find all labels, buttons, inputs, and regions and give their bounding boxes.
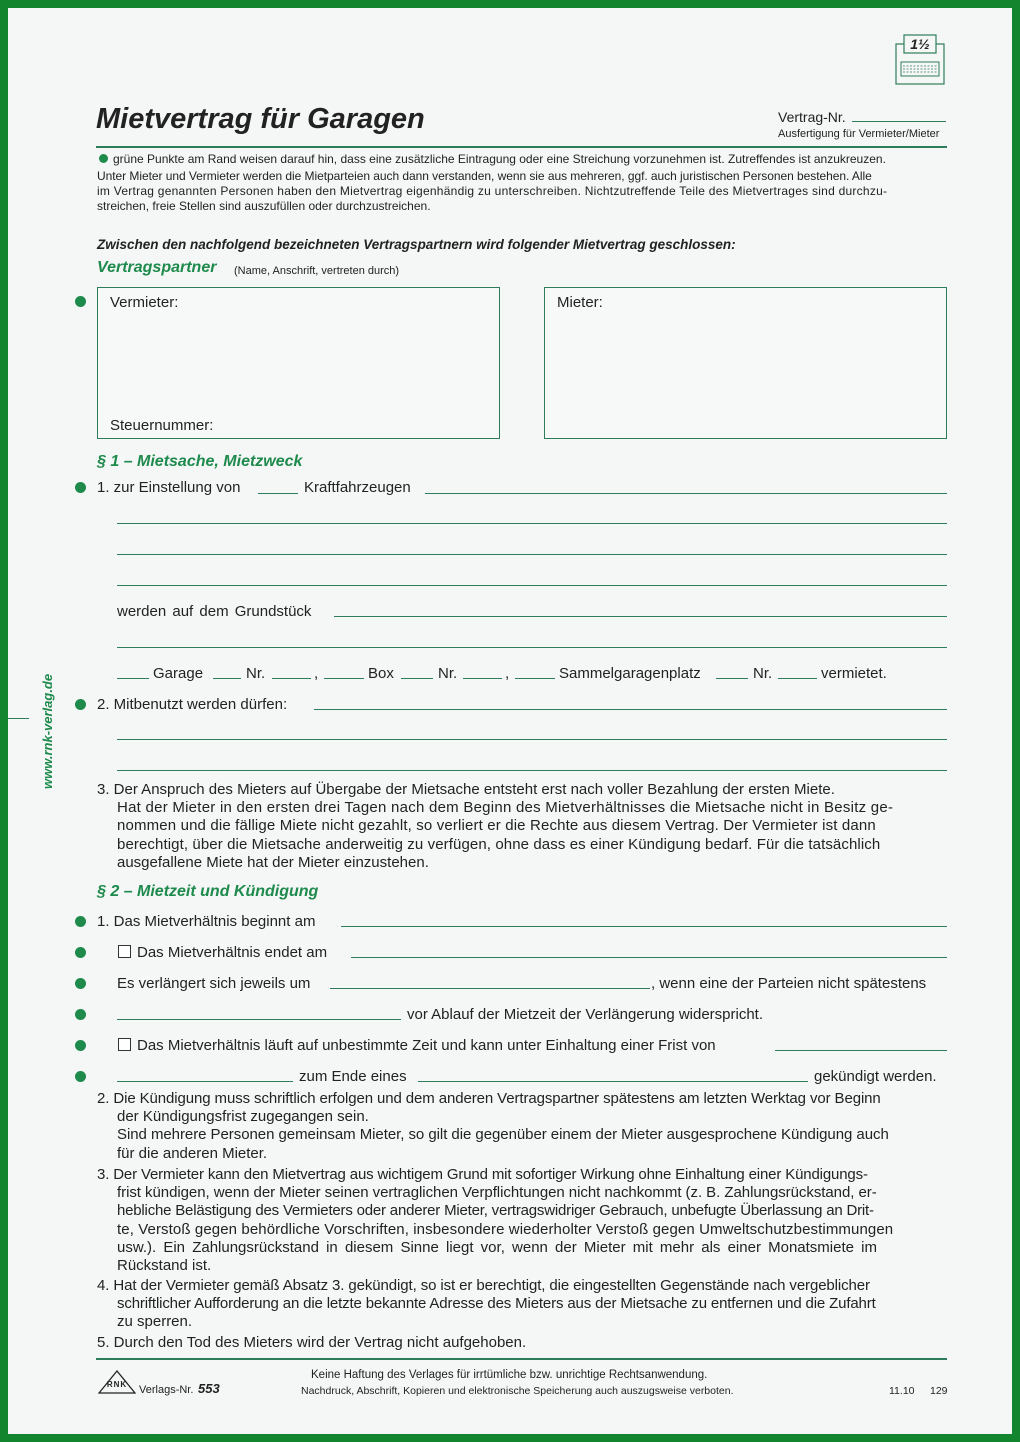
paragraph-line: Hat der Mieter in den ersten drei Tagen nach dem Beginn des Mietverhältnisses die Mietsache nicht in Besitz ge-	[117, 799, 894, 817]
comma: ,	[505, 665, 510, 682]
ends-option[interactable]	[118, 944, 327, 962]
rented-label: vermietet.	[821, 665, 887, 682]
indefinite-checkbox[interactable]	[118, 1038, 131, 1051]
paragraph-line: der Kündigungsfrist zugegangen sein.	[117, 1108, 369, 1126]
publisher-number: 553	[198, 1381, 220, 1396]
fill-marker-dot	[75, 916, 86, 927]
comma: ,	[314, 665, 319, 682]
vehicles-field[interactable]	[425, 493, 947, 494]
vehicles-field-line[interactable]	[117, 523, 947, 524]
extends-label: Es verlängert sich jeweils um	[117, 975, 311, 992]
footer-disclaimer-1: Keine Haftung des Verlages für irrtümliche bzw. unrichtige Rechtsanwendung.	[311, 1369, 708, 1381]
garage-count-field[interactable]	[117, 678, 149, 679]
end-of-label: zum Ende eines	[299, 1068, 407, 1085]
parties-subtitle: (Name, Anschrift, vertreten durch)	[234, 265, 400, 277]
page-title: Mietvertrag für Garagen	[96, 103, 425, 135]
ends-checkbox[interactable]	[118, 945, 131, 958]
vehicles-field-line[interactable]	[117, 554, 947, 555]
garage-count-field-2[interactable]	[213, 678, 241, 679]
section1-item3	[97, 781, 947, 872]
garage-nr-field[interactable]	[272, 678, 311, 679]
vehicle-count-field[interactable]	[258, 493, 298, 494]
paragraph-line: zu sperren.	[117, 1313, 193, 1331]
shared-use-field-line[interactable]	[117, 739, 947, 740]
notice-field[interactable]	[775, 1050, 947, 1051]
unless-label: , wenn eine der Parteien nicht spätestens	[651, 975, 927, 992]
before-expiry-label: vor Ablauf der Mietzeit der Verlängerung widerspricht.	[407, 1006, 764, 1023]
box-nr-label: Nr.	[438, 665, 458, 682]
intro-line: Unter Mieter und Vermieter werden die Mietparteien auch dann verstanden, wenn sie aus mehreren, ggf. auch juristischen Personen bestehen. Alle	[97, 169, 872, 183]
notice-period-field[interactable]	[117, 1019, 401, 1020]
footer-rule	[96, 1358, 947, 1360]
paragraph-line: 2. Die Kündigung muss schriftlich erfolgen und dem anderen Vertragspartner spätestens am letzten Werktag vor Beginn	[97, 1090, 881, 1107]
tenant-label: Mieter:	[557, 294, 603, 311]
paragraph-line: hebliche Belästigung des Vermieters oder anderer Mieter, vertragswidriger Gebrauch, unbefugte Überlassung an Drit-	[117, 1202, 874, 1220]
section2-heading: § 2 – Mietzeit und Kündigung	[97, 883, 319, 900]
collective-count-field-2[interactable]	[716, 678, 748, 679]
box-label: Box	[368, 665, 394, 682]
vehicles-field-line[interactable]	[117, 585, 947, 586]
paragraph-line: Sind mehrere Personen gemeinsam Mieter, so gilt die gegenüber einem der Mieter ausgesprochene Kündigung auch	[117, 1126, 889, 1144]
paragraph-line: 3. Der Anspruch des Mieters auf Übergabe der Mietsache entsteht erst nach voller Bezahlung der ersten Miete.	[97, 781, 835, 798]
agreement-line: Zwischen den nachfolgend bezeichneten Vertragspartnern wird folgender Mietvertrag geschlossen:	[97, 237, 736, 252]
period-unit-field[interactable]	[418, 1081, 808, 1082]
paragraph-line: für die anderen Mieter.	[117, 1144, 268, 1162]
vehicles-label: Kraftfahrzeugen	[304, 479, 411, 496]
collective-nr-field[interactable]	[778, 678, 817, 679]
publisher-url-text: www.rnk-verlag.de	[40, 673, 55, 789]
paragraph-line: berechtigt, über die Mietsache anderweitig zu verfügen, ohne dass es einer Kündigung bedarf. Für die tatsächlich	[117, 835, 881, 853]
indefinite-label: Das Mietverhältnis läuft auf unbestimmte Zeit und kann unter Einhaltung einer Frist von	[137, 1037, 716, 1054]
property-field-line[interactable]	[117, 647, 947, 648]
fold-mark	[8, 718, 29, 719]
footer-disclaimer-2: Nachdruck, Abschrift, Kopieren und elektronische Speicherung auch auszugsweise verboten.	[301, 1385, 734, 1397]
paragraph-line: te, Verstoß gegen behördliche Vorschriften, insbesondere wiederholter Verstoß gegen Umweltschutzbestimmungen	[117, 1220, 894, 1238]
collective-label: Sammelgaragenplatz	[559, 665, 701, 682]
landlord-label: Vermieter:	[110, 294, 179, 311]
section2-item4	[97, 1277, 947, 1332]
contract-no-label: Vertrag-Nr.	[778, 109, 846, 125]
paragraph-line: schriftlicher Aufforderung an die letzte bekannte Adresse des Mieters aus der Mietsache zu entfernen und die Zufahrt	[117, 1295, 876, 1313]
intro-line: streichen, freie Stellen sind auszufüllen oder durchzustreichen.	[97, 199, 431, 213]
ends-label: Das Mietverhältnis endet am	[137, 944, 328, 961]
fill-marker-dot	[75, 1040, 86, 1051]
tenant-box[interactable]	[544, 287, 947, 439]
fill-marker-dot	[75, 947, 86, 958]
fill-marker-dot	[75, 1071, 86, 1082]
paragraph-line: Rückstand ist.	[117, 1257, 212, 1275]
footer-date: 11.10	[889, 1385, 915, 1397]
fill-marker-dot	[75, 699, 86, 710]
publisher-label: Verlags-Nr.	[139, 1384, 194, 1396]
contract-no-field[interactable]	[852, 121, 946, 122]
paragraph-line: ausgefallene Miete hat der Mieter einzustehen.	[117, 853, 429, 871]
box-count-field[interactable]	[324, 678, 364, 679]
publisher-logo: RNK	[106, 1380, 128, 1389]
fill-marker-dot	[75, 482, 86, 493]
section1-heading: § 1 – Mietsache, Mietzweck	[97, 453, 303, 470]
paragraph-line: usw.). Ein Zahlungsrückstand in diesem Sinne liegt vor, wenn der Mieter mit mehr als einer Monatsmiete im	[117, 1238, 877, 1256]
box-nr-field[interactable]	[463, 678, 502, 679]
shared-use-field-line[interactable]	[117, 770, 947, 771]
begins-label: 1. Das Mietverhältnis beginnt am	[97, 913, 316, 930]
property-label: werden auf dem Grundstück	[117, 603, 312, 620]
section2-item5: 5. Durch den Tod des Mieters wird der Vertrag nicht aufgehoben.	[97, 1334, 527, 1351]
fill-marker-dot	[75, 1009, 86, 1020]
intro-line: im Vertrag genannten Personen haben den Mietvertrag eigenhändig zu unterschreiben. Nichtzutreffende Teile des Mietvertrages sind durchzu-	[97, 184, 888, 198]
extension-period-field[interactable]	[330, 988, 650, 989]
landlord-box[interactable]	[97, 287, 500, 439]
document-page	[8, 8, 1012, 1434]
end-date-field[interactable]	[351, 957, 947, 958]
box-count-field-2[interactable]	[401, 678, 433, 679]
shared-use-field[interactable]	[314, 709, 947, 710]
paragraph-line: 4. Hat der Vermieter gemäß Absatz 3. gekündigt, so ist er berechtigt, die eingestellten Gegenstände nach vergeblicher	[97, 1277, 870, 1294]
form-code-icon	[894, 34, 946, 86]
form-code: 1½	[910, 36, 930, 52]
footer-page: 129	[930, 1385, 948, 1397]
green-dot-legend	[99, 154, 108, 163]
collective-count-field[interactable]	[515, 678, 555, 679]
indefinite-option[interactable]	[118, 1037, 716, 1055]
property-field[interactable]	[334, 616, 947, 617]
notice-length-field[interactable]	[117, 1081, 293, 1082]
publisher-logo-icon	[98, 1370, 136, 1394]
section2-item3	[97, 1166, 947, 1275]
parties-heading: Vertragspartner	[97, 259, 217, 276]
copy-label: Ausfertigung für Vermieter/Mieter	[778, 128, 940, 140]
fill-marker-dot	[75, 978, 86, 989]
section1-item1-prefix: 1. zur Einstellung von	[97, 479, 241, 496]
publisher-url	[40, 674, 55, 789]
paragraph-line: frist kündigen, wenn der Mieter seinen vertraglichen Verpflichtungen nicht nachkommt (z. B. Zahlungsrückstand, er-	[117, 1184, 877, 1202]
paragraph-line: nommen und die fällige Miete nicht gezahlt, so verliert er die Rechte aus diesem Vertrag. Der Vermieter ist dann	[117, 817, 876, 835]
fill-marker-dot	[75, 296, 86, 307]
section1-item2: 2. Mitbenutzt werden dürfen:	[97, 696, 288, 713]
garage-label: Garage	[153, 665, 204, 682]
tax-number-label: Steuernummer:	[110, 417, 214, 434]
paragraph-line: 3. Der Vermieter kann den Mietvertrag aus wichtigem Grund mit sofortiger Wirkung ohne Einhaltung einer Kündigungs-	[97, 1166, 868, 1183]
garage-nr-label: Nr.	[246, 665, 266, 682]
header-rule	[96, 146, 947, 148]
section2-item2	[97, 1090, 947, 1163]
collective-nr-label: Nr.	[753, 665, 773, 682]
intro-note: grüne Punkte am Rand weisen darauf hin, dass eine zusätzliche Eintragung oder eine Streichung vorzunehmen ist. Zutreffendes ist anzukreuzen.	[113, 152, 886, 166]
begin-date-field[interactable]	[341, 926, 947, 927]
terminated-label: gekündigt werden.	[814, 1068, 937, 1085]
intro-text	[97, 169, 947, 214]
